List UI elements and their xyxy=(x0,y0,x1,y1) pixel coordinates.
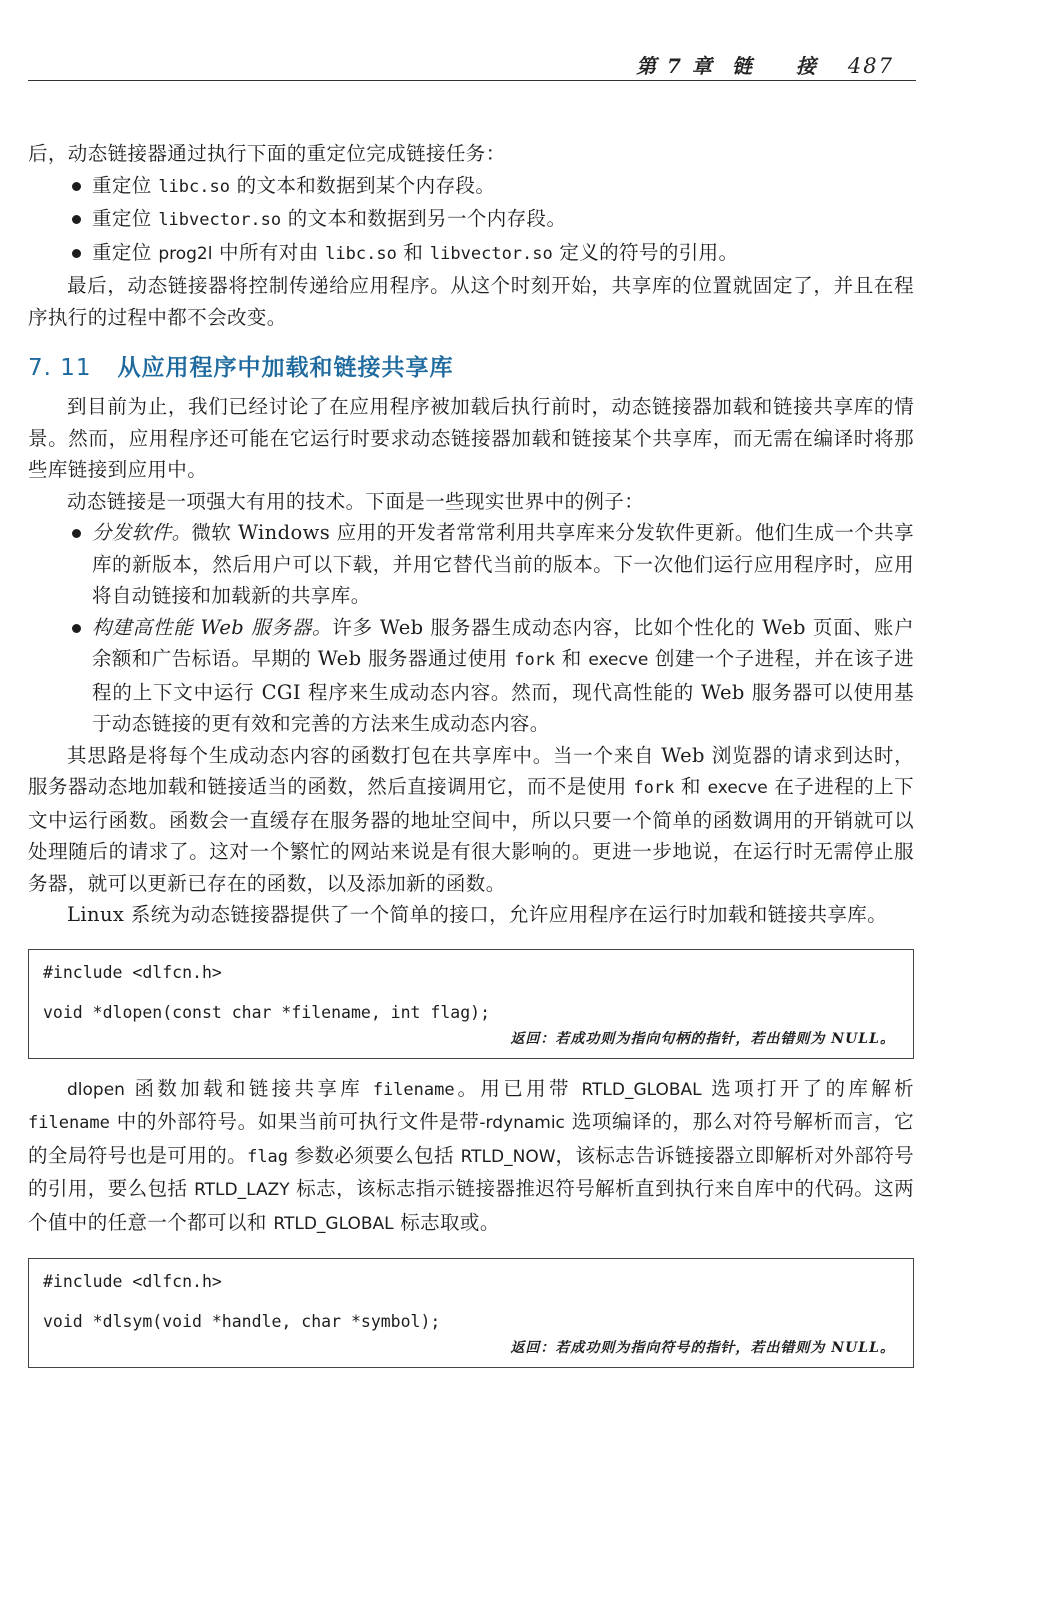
list-item-lead: 构建高性能 Web 服务器。 xyxy=(92,615,333,639)
section-number: 7. 11 xyxy=(28,355,92,381)
dlsym-code-box xyxy=(28,1258,914,1368)
chapter-label xyxy=(618,50,894,79)
list-item: 构建高性能 Web 服务器。许多 Web 服务器生成动态内容，比如个性化的 Web 页面、账户余额和广告标语。早期的 Web 服务器通过使用 fork 和 execve 创建一个子进程，并在该子进程的上下文中运行 CGI 程序来生成动态内容。然而，现代高性能的 Web 服务器可以使用基于动态链接的更有效和完善的方法来生成动态内容。 xyxy=(28,612,914,740)
section-title: 从应用程序中加载和链接共享库 xyxy=(117,355,454,381)
chapter-title-b: 接 xyxy=(795,54,818,78)
code-prototype: void *dlopen(const char *filename, int flag); xyxy=(43,1002,491,1022)
dlopen-code-box xyxy=(28,949,914,1059)
running-header xyxy=(28,50,916,81)
chapter-number: 第 7 章 xyxy=(636,54,714,78)
list-item: 分发软件。微软 Windows 应用的开发者常常利用共享库来分发软件更新。他们生成一个共享库的新版本，然后用户可以下载，并用它替代当前的版本。下一次他们运行应用程序时，应用将自动链接和加载新的共享库。 xyxy=(28,517,914,612)
examples-list xyxy=(28,517,914,740)
code-prototype: void *dlsym(void *handle, char *symbol); xyxy=(43,1312,441,1331)
paragraph: 到目前为止，我们已经讨论了在应用程序被加载后执行前时，动态链接器加载和链接共享库的情景。然而，应用程序还可能在它运行时要求动态链接器加载和链接某个共享库，而无需在编译时将那些库链接到应用中。 xyxy=(28,395,914,481)
intro-line: 后，动态链接器通过执行下面的重定位完成链接任务： xyxy=(28,142,506,165)
code-include: #include <dlfcn.h> xyxy=(43,1272,222,1291)
page-number: 487 xyxy=(847,54,894,78)
paragraph: 其思路是将每个生成动态内容的函数打包在共享库中。当一个来自 Web 浏览器的请求到达时，服务器动态地加载和链接适当的函数，然后直接调用它，而不是使用 fork 和 execve 在子进程的上下文中运行函数。函数会一直缓存在服务器的地址空间中，所以只要一个简单的函数调用的开销就可以处理随后的请求了。这对一个繁忙的网站来说是有很大影响的。更进一步地说，在运行时无需停止服务器，就可以更新已存在的函数，以及添加新的函数。 xyxy=(28,743,914,895)
code-returns: 返回：若成功则为指向句柄的指针，若出错则为 NULL。 xyxy=(510,1030,895,1047)
relocation-list xyxy=(28,170,914,271)
paragraph: Linux 系统为动态链接器提供了一个简单的接口，允许应用程序在运行时加载和链接共享库。 xyxy=(67,903,888,926)
list-item: 重定位 libc.so 的文本和数据到某个内存段。 xyxy=(28,170,914,204)
chapter-title-a: 链 xyxy=(731,54,754,78)
closing-paragraph: 最后，动态链接器将控制传递给应用程序。从这个时刻开始，共享库的位置就固定了，并且在程序执行的过程中都不会改变。 xyxy=(28,274,914,329)
section-heading xyxy=(28,351,914,385)
page-body xyxy=(28,138,914,1382)
list-item-lead: 分发软件。 xyxy=(92,521,192,544)
paragraph: 动态链接是一项强大有用的技术。下面是一些现实世界中的例子： xyxy=(67,489,645,513)
paragraph: dlopen 函数加载和链接共享库 filename。用已用带 RTLD_GLOBAL 选项打开了的库解析 filename 中的外部符号。如果当前可执行文件是带-rdynamic 选项编译的，那么对符号解析而言，它的全局符号也是可用的。flag 参数必须要么包括 RTLD_NOW，该标志告诉链接器立即解析对外部符号的引用，要么包括 RTLD_LAZY 标志，该标志指示链接器推迟符号解析直到执行来自库中的代码。这两个值中的任意一个都可以和 RTLD_GLOBAL 标志取或。 xyxy=(28,1076,915,1234)
list-item: 重定位 prog2l 中所有对由 libc.so 和 libvector.so 定义的符号的引用。 xyxy=(28,237,914,271)
code-include: #include <dlfcn.h> xyxy=(43,962,222,982)
list-item: 重定位 libvector.so 的文本和数据到另一个内存段。 xyxy=(28,203,914,237)
code-returns: 返回：若成功则为指向符号的指针，若出错则为 NULL。 xyxy=(510,1340,895,1356)
